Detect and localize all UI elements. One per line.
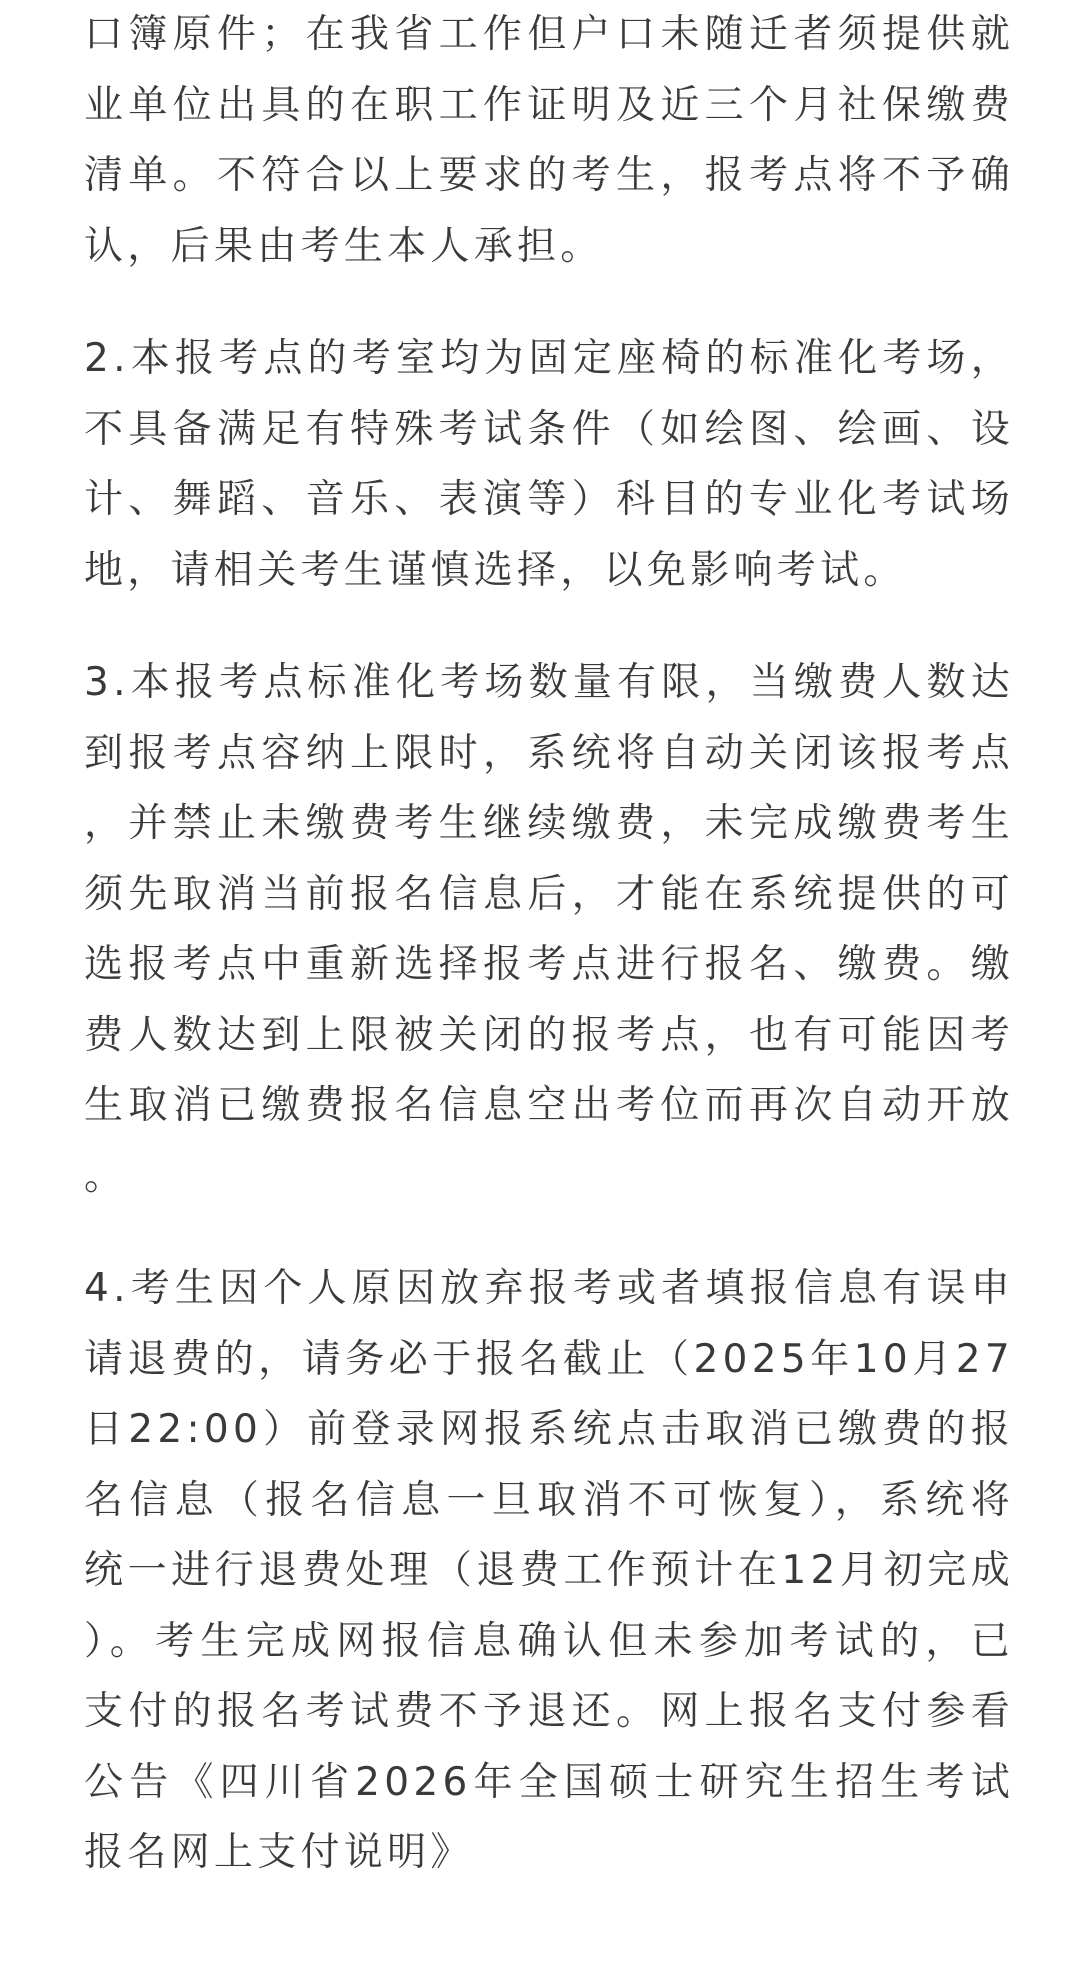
paragraph-residence-requirement: 口簿原件；在我省工作但户口未随迁者须提供就业单位出具的在职工作证明及近三个月社保缴费清单。不符合以上要求的考生，报考点将不予确认，后果由考生本人承担。 (84, 12, 1014, 269)
paragraph-exam-room-notice: 2.本报考点的考室均为固定座椅的标准化考场，不具备满足有特殊考试条件（如绘图、绘画、设计、舞蹈、音乐、表演等）科目的专业化考试场地，请相关考生谨慎选择，以免影响考试。 (84, 336, 1014, 593)
paragraph-refund-policy: 4.考生因个人原因放弃报考或者填报信息有误申请退费的，请务必于报名截止（2025年10月27日22:00）前登录网报系统点击取消已缴费的报名信息（报名信息一旦取消不可恢复），系统将统一进行退费处理（退费工作预计在12月初完成）。考生完成网报信息确认但未参加考试的，已支付的报名考试费不予退还。网上报名支付参看公告《四川省2026年全国硕士研究生招生考试报名网上支付说明》 (84, 1266, 1014, 1875)
article-body (84, 0, 1014, 1889)
paragraph-capacity-limit: 3.本报考点标准化考场数量有限，当缴费人数达到报考点容纳上限时，系统将自动关闭该报考点，并禁止未缴费考生继续缴费，未完成缴费考生须先取消当前报名信息后，才能在系统提供的可选报考点中重新选择报考点进行报名、缴费。缴费人数达到上限被关闭的报考点，也有可能因考生取消已缴费报名信息空出考位而再次自动开放。 (84, 660, 1014, 1199)
